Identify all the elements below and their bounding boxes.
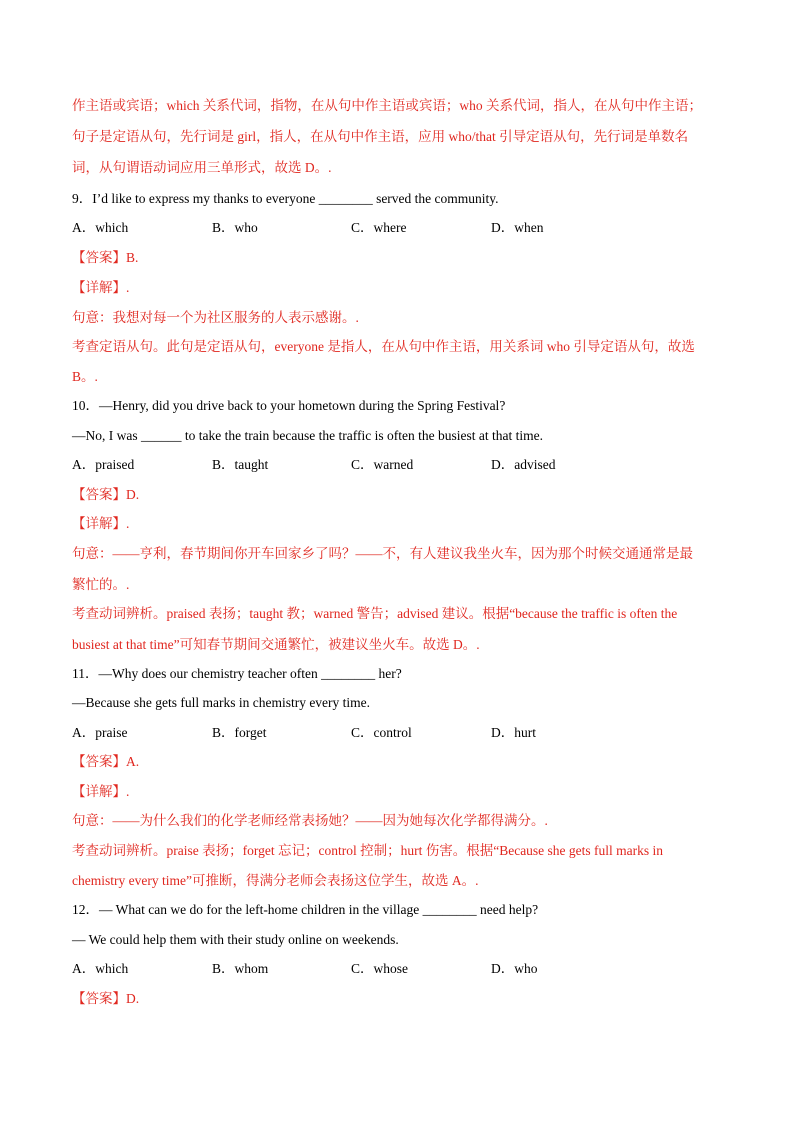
explanation-line: 作主语或宾语；which 关系代词，指物，在从句中作主语或宾语；who 关系代词，指人，在从句中作主语； — [72, 98, 702, 113]
q10-meaning-line: 繁忙的。. — [72, 577, 130, 592]
q10-option-d: D．advised — [491, 457, 556, 472]
q10-analysis-line: busiest at that time”可知春节期间交通繁忙，被建议坐火车。故选 D。. — [72, 637, 480, 652]
q11-option-d: D．hurt — [491, 725, 536, 740]
q11-reply: —Because she gets full marks in chemistry every time. — [72, 695, 371, 710]
q12-option-a: A．which — [72, 961, 129, 976]
q10-option-b: B．taught — [212, 457, 269, 472]
question-11: 11．—Why does our chemistry teacher often ________ her? — [72, 666, 402, 681]
q11-analysis-line: chemistry every time”可推断，得满分老师会表扬这位学生，故选 A。. — [72, 873, 479, 888]
question-12: 12．— What can we do for the left-home children in the village ________ need help? — [72, 902, 539, 917]
q9-analysis-line: B。. — [72, 369, 98, 384]
q12-option-c: C．whose — [351, 961, 408, 976]
q11-analysis-line: 考查动词辨析。praise 表扬；forget 忘记；control 控制；hurt 伤害。根据“Because she gets full marks in — [72, 843, 664, 858]
explanation-line: 句子是定语从句，先行词是 girl，指人，在从句中作主语，应用 who/that 引导定语从句，先行词是单数名 — [72, 129, 689, 144]
q11-meaning: 句意：——为什么我们的化学老师经常表扬她？——因为她每次化学都得满分。. — [72, 813, 548, 828]
q12-option-d: D．who — [491, 961, 538, 976]
q9-option-d: D．when — [491, 220, 544, 235]
question-10: 10．—Henry, did you drive back to your hometown during the Spring Festival? — [72, 398, 506, 413]
q10-answer: 【答案】D. — [72, 487, 140, 502]
q12-reply: — We could help them with their study online on weekends. — [72, 932, 399, 947]
q10-analysis-line: 考查动词辨析。praised 表扬；taught 教；warned 警告；advised 建议。根据“because the traffic is often the — [72, 606, 678, 621]
q10-option-c: C．warned — [351, 457, 414, 472]
q10-detail-label: 【详解】. — [72, 516, 130, 531]
q11-answer: 【答案】A. — [72, 754, 140, 769]
q9-detail-label: 【详解】. — [72, 280, 130, 295]
q12-option-b: B．whom — [212, 961, 269, 976]
q9-option-c: C．where — [351, 220, 407, 235]
explanation-line: 词，从句谓语动词应用三单形式，故选 D。. — [72, 160, 332, 175]
q10-reply: —No, I was ______ to take the train because the traffic is often the busiest at that time. — [72, 428, 543, 443]
q9-option-a: A．which — [72, 220, 129, 235]
q11-option-b: B．forget — [212, 725, 267, 740]
q11-option-a: A．praise — [72, 725, 128, 740]
q10-meaning-line: 句意：——亨利，春节期间你开车回家乡了吗？——不，有人建议我坐火车，因为那个时候交通通常是最 — [72, 546, 693, 561]
q9-analysis-line: 考查定语从句。此句是定语从句，everyone 是指人，在从句中作主语，用关系词 who 引导定语从句，故选 — [72, 339, 695, 354]
q11-detail-label: 【详解】. — [72, 784, 130, 799]
q9-option-b: B．who — [212, 220, 258, 235]
q9-meaning: 句意：我想对每一个为社区服务的人表示感谢。. — [72, 310, 359, 325]
q11-option-c: C．control — [351, 725, 412, 740]
question-9: 9．I’d like to express my thanks to everyone ________ served the community. — [72, 191, 499, 206]
q10-option-a: A．praised — [72, 457, 135, 472]
q12-answer: 【答案】D. — [72, 991, 140, 1006]
q9-answer: 【答案】B. — [72, 250, 139, 265]
